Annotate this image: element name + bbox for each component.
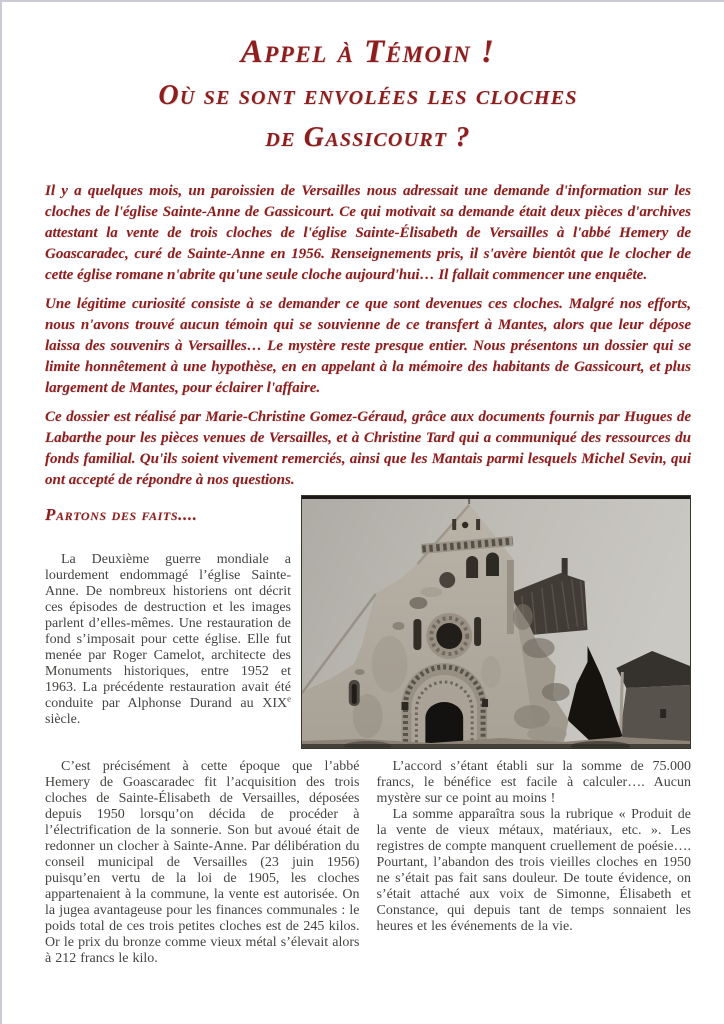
column-right-paragraph-2: La somme apparaîtra sous la rubrique « Produit de la vente de vieux métaux, matériaux, etc. ». Les registres de compte manquent cruellement de poésie…. Pourtant, l’abandon des trois vieilles cloches en 1950 ne s’était pas fait sans douleur. De toute évidence, on s’était attaché aux voix de Simonne, Élisabeth et Constance, qui depuis tant de temps sonnaient les heures et les événements de la vie. [376, 807, 691, 934]
intro-paragraph-1: Il y a quelques mois, un paroissien de Versailles nous adressait une demande d'information sur les cloches de l'église Sainte-Anne de Gassicourt. Ce qui motivait sa demande était deux pièces d'archives attestant la vente de trois cloches de l'église Sainte-Élisabeth de Versailles à l'abbé Hemery de Goascaradec, curé de Sainte-Anne en 1956. Renseignements pris, il s'avère bientôt que le clocher de cette église romane n'abrite qu'une seule cloche aujourd'hui… Il fallait commencer une enquête. [45, 183, 691, 283]
intro-section [45, 181, 691, 491]
faits-section [45, 495, 691, 749]
column-right-paragraph-1: L’accord s’étant établi sur la somme de 75.000 francs, le bénéfice est facile à calculer…. Aucun mystère sur ce point au moins ! [376, 759, 691, 806]
column-left-paragraph: C’est précisément à cette époque que l’abbé Hemery de Goascaradec fit l’acquisition des trois cloches de Sainte-Élisabeth de Versailles, déposées depuis 1950 lorsqu’on décida de procéder à l’électrification de la sonnerie. Son but avoué était de redonner un clocher à Sainte-Anne. Par délibération du conseil municipal de Versailles (23 juin 1956) puisqu’en vertu de la loi de 1905, les cloches appartenaient à la commune, la vente est autorisée. On la jugea avantageuse pour les finances communales : le poids total de ces trois petites cloches est de 245 kilos. Or le prix du bronze comme vieux métal s’élevait alors à 212 francs le kilo. [45, 759, 360, 966]
beside-photo-text-start: La Deuxième guerre mondiale a lourdement endommagé l’église Sainte-Anne. De nombreux historiens ont décrit ces épisodes de destruction et les images parlent d’elles-mêmes. Une restauration de fond s’imposait pour cette église. Elle fut menée par Roger Camelot, architecte des Monuments historiques, entre 1952 et 1963. La précédente restauration avait été conduite par Alphonse Durand au XIX [45, 552, 291, 711]
beside-photo-paragraph [45, 552, 291, 728]
masthead [45, 30, 691, 159]
church-photo-illustration [302, 496, 690, 748]
page-title-line3: de Gassicourt ? [265, 122, 471, 153]
page-title-line1: Appel à Témoin ! [240, 34, 496, 70]
intro-paragraph-2: Une légitime curiosité consiste à se demander ce que sont devenues ces cloches. Malgré nos efforts, nous n'avons trouvé aucun témoin qui se souvienne de ce transfert à Mantes, alors que leur dépose laissa des souvenirs à Versailles… Le mystère reste presque entier. Nous présentons un dossier qui se limite honnêtement à une hypothèse, en en appelant à la mémoire des habitants de Gassicourt, et plus largement de Mantes, pour éclairer l'affaire. [45, 296, 691, 396]
page-title-line2: Où se sont envolées les cloches [158, 80, 578, 111]
column-right [377, 759, 692, 967]
intro-paragraph-3: Ce dossier est réalisé par Marie-Christine Gomez-Géraud, grâce aux documents fournis par Hugues de Labarthe pour les pièces venues de Versailles, et à Christine Tard qui a communiqué des ressources du fonds familial. Qu'ils soient vivement remerciés, ainsi que les Mantais parmi lesquels Michel Sevin, qui ont accepté de répondre à nos questions. [45, 409, 691, 488]
section-heading: Partons des faits.... [45, 505, 198, 524]
bottom-columns [45, 759, 691, 967]
beside-photo-text-end: siècle. [45, 712, 81, 727]
superscript-e: e [287, 693, 291, 704]
page-content [2, 30, 724, 967]
column-left [45, 759, 360, 967]
faits-left-column [45, 495, 297, 749]
church-photo [301, 495, 691, 749]
